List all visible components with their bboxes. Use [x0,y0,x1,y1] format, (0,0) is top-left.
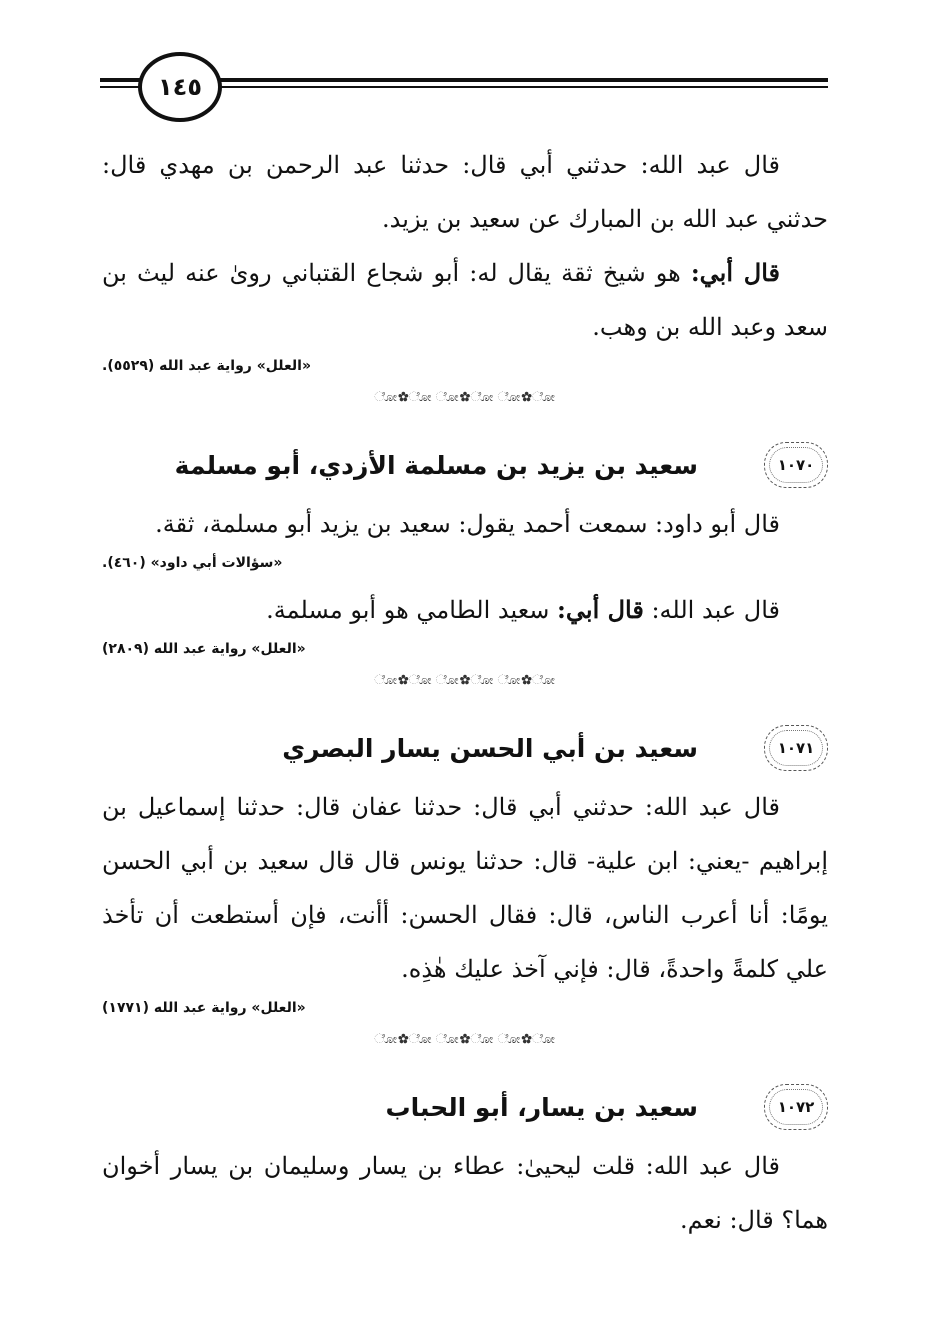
entry-heading [102,1077,828,1137]
speaker-label: قال أبي: [690,258,781,287]
ornament-separator: ೋ✿ೋ ೋ✿ೋ ೋ✿ೋ [374,390,556,405]
source-reference: «العلل» رواية عبد الله (٥٥٢٩). [102,358,311,374]
paragraph-text: سعيد الطامي هو أبو مسلمة. [266,596,558,624]
paragraph: قال عبد الله: قلت ليحيىٰ: عطاء بن يسار وسليمان بن يسار أخوان هما؟ قال: نعم. [102,1152,828,1234]
paragraph-text: هو شيخ ثقة يقال له: أبو شجاع القتباني روىٰ عنه ليث بن سعد وعبد الله بن وهب. [102,259,828,341]
paragraph [102,246,828,354]
paragraph [102,583,828,637]
source-reference: «سؤالات أبي داود» (٤٦٠). [102,555,283,571]
entry-number-badge: ١٠٧١ [764,725,828,771]
ornament-separator: ೋ✿ೋ ೋ✿ೋ ೋ✿ೋ [374,1032,556,1047]
paragraph: قال عبد الله: حدثني أبي قال: حدثنا عبد الرحمن بن مهدي قال: حدثني عبد الله بن المبارك عن سعيد بن يزيد. [102,151,828,233]
paragraph: قال أبو داود: سمعت أحمد يقول: سعيد بن يزيد أبو مسلمة، ثقة. [155,510,780,538]
source-reference: «العلل» رواية عبد الله (٢٨٠٩) [102,641,306,657]
page-number: ١٤٥ [138,52,222,122]
paragraph-text: قال عبد الله: [643,596,780,624]
entry-heading [102,718,828,778]
entry-heading [102,435,828,495]
page-header [100,42,828,132]
entry-number-badge: ١٠٧٠ [764,442,828,488]
source-reference: «العلل» رواية عبد الله (١٧٧١) [102,1000,306,1016]
speaker-label: قال أبي: [557,595,644,624]
paragraph: قال عبد الله: حدثني أبي قال: حدثنا عفان قال: حدثنا إسماعيل بن إبراهيم -يعني: ابن علية- قال: حدثنا يونس قال قال سعيد بن أبي الحسن يومًا: أنا أعرب الناس، قال: فقال الحسن: أأنت، فإن أستطعت أن تأخذ علي كلمةً واحدةً، قال: فإني آخذ عليك هٰذِه. [102,793,829,983]
entry-title: سعيد بن يزيد بن مسلمة الأزدي، أبو مسلمة [174,450,698,480]
page-content [102,138,828,1247]
entry-title: سعيد بن يسار، أبو الحباب [385,1092,698,1122]
entry-number-badge: ١٠٧٢ [764,1084,828,1130]
ornament-separator: ೋ✿ೋ ೋ✿ೋ ೋ✿ೋ [374,673,556,688]
entry-title: سعيد بن أبي الحسن يسار البصري [282,733,698,763]
